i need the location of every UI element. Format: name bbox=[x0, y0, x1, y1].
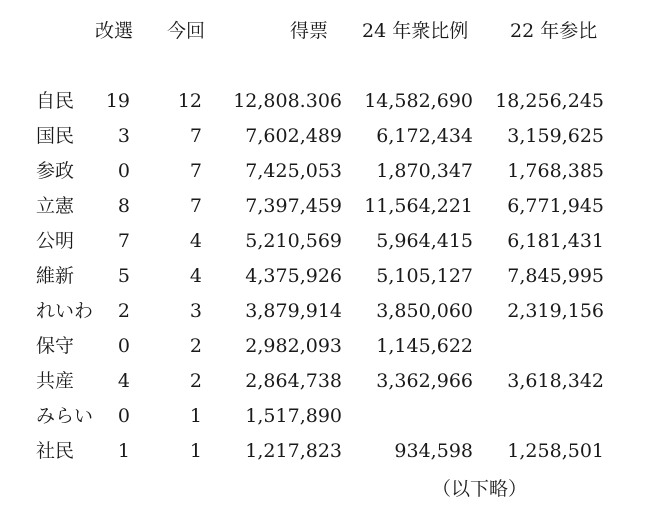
table-row bbox=[0, 86, 650, 116]
votes: 2,982,093 bbox=[245, 335, 342, 357]
table-row bbox=[0, 156, 650, 186]
ratio-2024: 5,105,127 bbox=[376, 265, 473, 287]
table-row bbox=[0, 191, 650, 221]
votes: 7,425,053 bbox=[245, 160, 342, 182]
ratio-2022: 7,845,995 bbox=[507, 265, 604, 287]
contested-seats: 8 bbox=[117, 195, 130, 217]
header-2024-proportional: 24 年衆比例 bbox=[362, 20, 469, 42]
ratio-2022: 3,159,625 bbox=[507, 125, 604, 147]
table-row bbox=[0, 296, 650, 326]
party-name: 立憲 bbox=[36, 195, 75, 217]
current-seats: 4 bbox=[189, 230, 202, 252]
contested-seats: 0 bbox=[117, 335, 130, 357]
contested-seats: 0 bbox=[117, 160, 130, 182]
votes: 7,602,489 bbox=[245, 125, 342, 147]
ratio-2022: 1,768,385 bbox=[507, 160, 604, 182]
ratio-2022: 18,256,245 bbox=[495, 90, 604, 112]
votes: 3,879,914 bbox=[245, 300, 342, 322]
table-row bbox=[0, 366, 650, 396]
ratio-2022: 6,181,431 bbox=[507, 230, 604, 252]
table-header-row bbox=[0, 16, 650, 46]
contested-seats: 7 bbox=[117, 230, 130, 252]
party-name: れいわ bbox=[36, 300, 94, 322]
party-name: 参政 bbox=[36, 160, 75, 182]
omitted-note: （以下略） bbox=[432, 478, 528, 500]
ratio-2022: 2,319,156 bbox=[507, 300, 604, 322]
party-name: みらい bbox=[36, 405, 94, 427]
header-current-seats: 今回 bbox=[167, 20, 206, 42]
votes: 1,517,890 bbox=[245, 405, 342, 427]
ratio-2022: 1,258,501 bbox=[507, 440, 604, 462]
contested-seats: 0 bbox=[117, 405, 130, 427]
table-row bbox=[0, 226, 650, 256]
table-row bbox=[0, 436, 650, 466]
contested-seats: 3 bbox=[117, 125, 130, 147]
votes: 1,217,823 bbox=[245, 440, 342, 462]
ratio-2024: 6,172,434 bbox=[376, 125, 473, 147]
header-contested-seats: 改選 bbox=[95, 20, 134, 42]
party-name: 国民 bbox=[36, 125, 75, 147]
ratio-2024: 3,850,060 bbox=[376, 300, 473, 322]
current-seats: 7 bbox=[189, 125, 202, 147]
table-row bbox=[0, 121, 650, 151]
votes: 7,397,459 bbox=[245, 195, 342, 217]
current-seats: 1 bbox=[189, 440, 202, 462]
party-name: 保守 bbox=[36, 335, 75, 357]
current-seats: 12 bbox=[177, 90, 202, 112]
current-seats: 4 bbox=[189, 265, 202, 287]
votes: 5,210,569 bbox=[245, 230, 342, 252]
votes: 2,864,738 bbox=[245, 370, 342, 392]
table-row bbox=[0, 261, 650, 291]
party-name: 社民 bbox=[36, 440, 75, 462]
ratio-2024: 1,870,347 bbox=[376, 160, 473, 182]
contested-seats: 1 bbox=[117, 440, 130, 462]
table-row bbox=[0, 401, 650, 431]
contested-seats: 5 bbox=[117, 265, 130, 287]
party-name: 公明 bbox=[36, 230, 75, 252]
ratio-2024: 1,145,622 bbox=[376, 335, 473, 357]
current-seats: 7 bbox=[189, 195, 202, 217]
votes: 4,375,926 bbox=[245, 265, 342, 287]
ratio-2024: 5,964,415 bbox=[376, 230, 473, 252]
contested-seats: 2 bbox=[117, 300, 130, 322]
current-seats: 2 bbox=[189, 335, 202, 357]
current-seats: 1 bbox=[189, 405, 202, 427]
current-seats: 7 bbox=[189, 160, 202, 182]
table-row bbox=[0, 331, 650, 361]
ratio-2024: 11,564,221 bbox=[364, 195, 473, 217]
party-name: 維新 bbox=[36, 265, 75, 287]
ratio-2024: 3,362,966 bbox=[376, 370, 473, 392]
current-seats: 2 bbox=[189, 370, 202, 392]
party-name: 共産 bbox=[36, 370, 75, 392]
ratio-2022: 6,771,945 bbox=[507, 195, 604, 217]
ratio-2024: 14,582,690 bbox=[364, 90, 473, 112]
current-seats: 3 bbox=[189, 300, 202, 322]
header-votes: 得票 bbox=[290, 20, 329, 42]
ratio-2024: 934,598 bbox=[394, 440, 473, 462]
header-2022-upper-house: 22 年参比 bbox=[510, 20, 598, 42]
contested-seats: 4 bbox=[117, 370, 130, 392]
votes: 12,808.306 bbox=[233, 90, 342, 112]
party-name: 自民 bbox=[36, 90, 75, 112]
contested-seats: 19 bbox=[105, 90, 130, 112]
ratio-2022: 3,618,342 bbox=[507, 370, 604, 392]
